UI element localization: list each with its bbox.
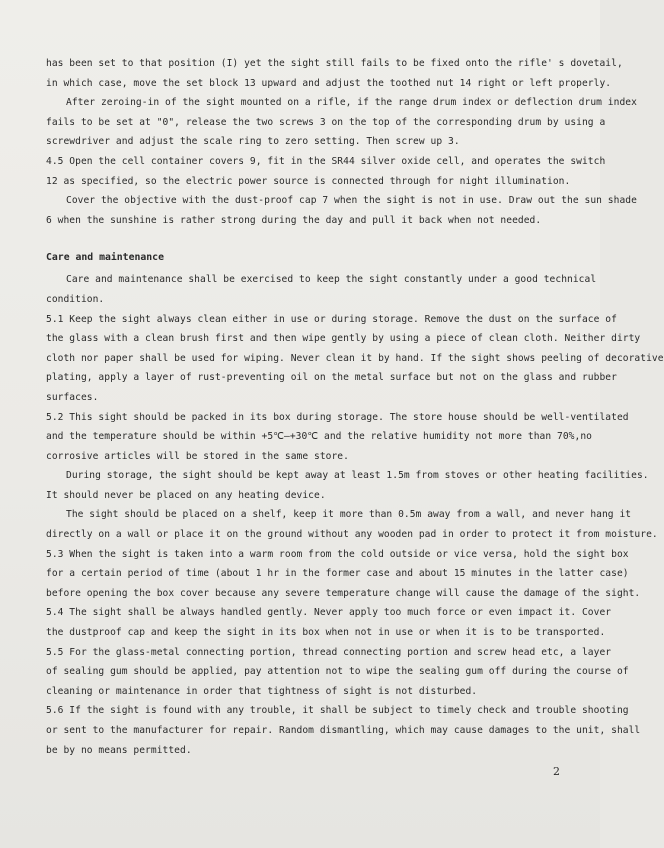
text-line: be by no means permitted.	[46, 744, 192, 756]
text-line: 4.5 Open the cell container covers 9, fit in the SR44 silver oxide cell, and operates the switch	[46, 155, 606, 167]
text-line: 5.4 The sight shall be always handled gently. Never apply too much force or even impact it. Cover	[46, 607, 612, 619]
paragraph-care	[46, 270, 664, 760]
text-line: has been set to that position (I) yet the sight still fails to be fixed onto the rifle' s dovetail,	[46, 58, 623, 69]
text-line: Cover the objective with the dust-proof cap 7 when the sight is not in use. Draw out the sun shade	[66, 195, 637, 207]
text-line: cloth nor paper shall be used for wiping. Never clean it by hand. If the sight shows peeling of decorative	[46, 352, 664, 364]
text-line: 5.2 This sight should be packed in its box during storage. The store house should be well-ventilated	[46, 411, 629, 423]
text-line: in which case, move the set block 13 upward and adjust the toothed nut 14 right or left properly.	[46, 77, 612, 89]
text-line: condition.	[46, 293, 105, 305]
text-line: directly on a wall or place it on the ground without any wooden pad in order to protect it from moisture.	[46, 529, 658, 541]
text-line: It should never be placed on any heating device.	[46, 489, 326, 501]
text-line: 6 when the sunshine is rather strong during the day and pull it back when not needed.	[46, 214, 542, 226]
text-line: After zeroing-in of the sight mounted on a rifle, if the range drum index or deflection drum index	[66, 97, 637, 109]
text-line: 12 as specified, so the electric power source is connected through for night illumination.	[46, 175, 571, 187]
text-line: During storage, the sight should be kept away at least 1.5m from stoves or other heating facilities.	[66, 470, 649, 482]
text-line: the dustproof cap and keep the sight in its box when not in use or when it is to be transported.	[46, 627, 606, 639]
text-line: 5.1 Keep the sight always clean either in use or during storage. Remove the dust on the surface of	[46, 313, 617, 325]
section-heading: Care and maintenance	[46, 252, 164, 264]
text-line: 5.5 For the glass-metal connecting portion, thread connecting portion and screw head etc, a layer	[46, 646, 612, 658]
page-number: 2	[553, 765, 560, 778]
text-line: plating, apply a layer of rust-preventing oil on the metal surface but not on the glass and rubber	[46, 372, 617, 384]
text-line: before opening the box cover because any severe temperature change will cause the damage of the sight.	[46, 587, 641, 599]
text-line: 5.6 If the sight is found with any trouble, it shall be subject to timely check and trouble shooting	[46, 705, 629, 717]
text-line: surfaces.	[46, 391, 99, 403]
text-line: The sight should be placed on a shelf, keep it more than 0.5m away from a wall, and never hang it	[66, 509, 632, 521]
text-line: and the temperature should be within +5℃—+30℃ and the relative humidity not more than 70%,no	[46, 431, 592, 443]
text-line: 5.3 When the sight is taken into a warm room from the cold outside or vice versa, hold the sight box	[46, 548, 629, 560]
text-line: or sent to the manufacturer for repair. Random dismantling, which may cause damages to the unit, shall	[46, 725, 641, 736]
text-line: fails to be set at "0", release the two screws 3 on the top of the corresponding drum by using a	[46, 116, 606, 128]
text-line: of sealing gum should be applied, pay attention not to wipe the sealing gum off during the course of	[46, 666, 629, 678]
text-line: corrosive articles will be stored in the same store.	[46, 450, 349, 462]
text-line: screwdriver and adjust the scale ring to zero setting. Then screw up 3.	[46, 136, 460, 148]
text-line: cleaning or maintenance in order that tightness of sight is not disturbed.	[46, 685, 478, 697]
text-line: the glass with a clean brush first and then wipe gently by using a piece of clean cloth. Neither dirty	[46, 333, 641, 345]
paragraph-top	[46, 54, 637, 230]
text-line: Care and maintenance shall be exercised to keep the sight constantly under a good technical	[66, 274, 597, 286]
text-line: for a certain period of time (about 1 hr in the former case and about 15 minutes in the latter case)	[46, 568, 629, 580]
